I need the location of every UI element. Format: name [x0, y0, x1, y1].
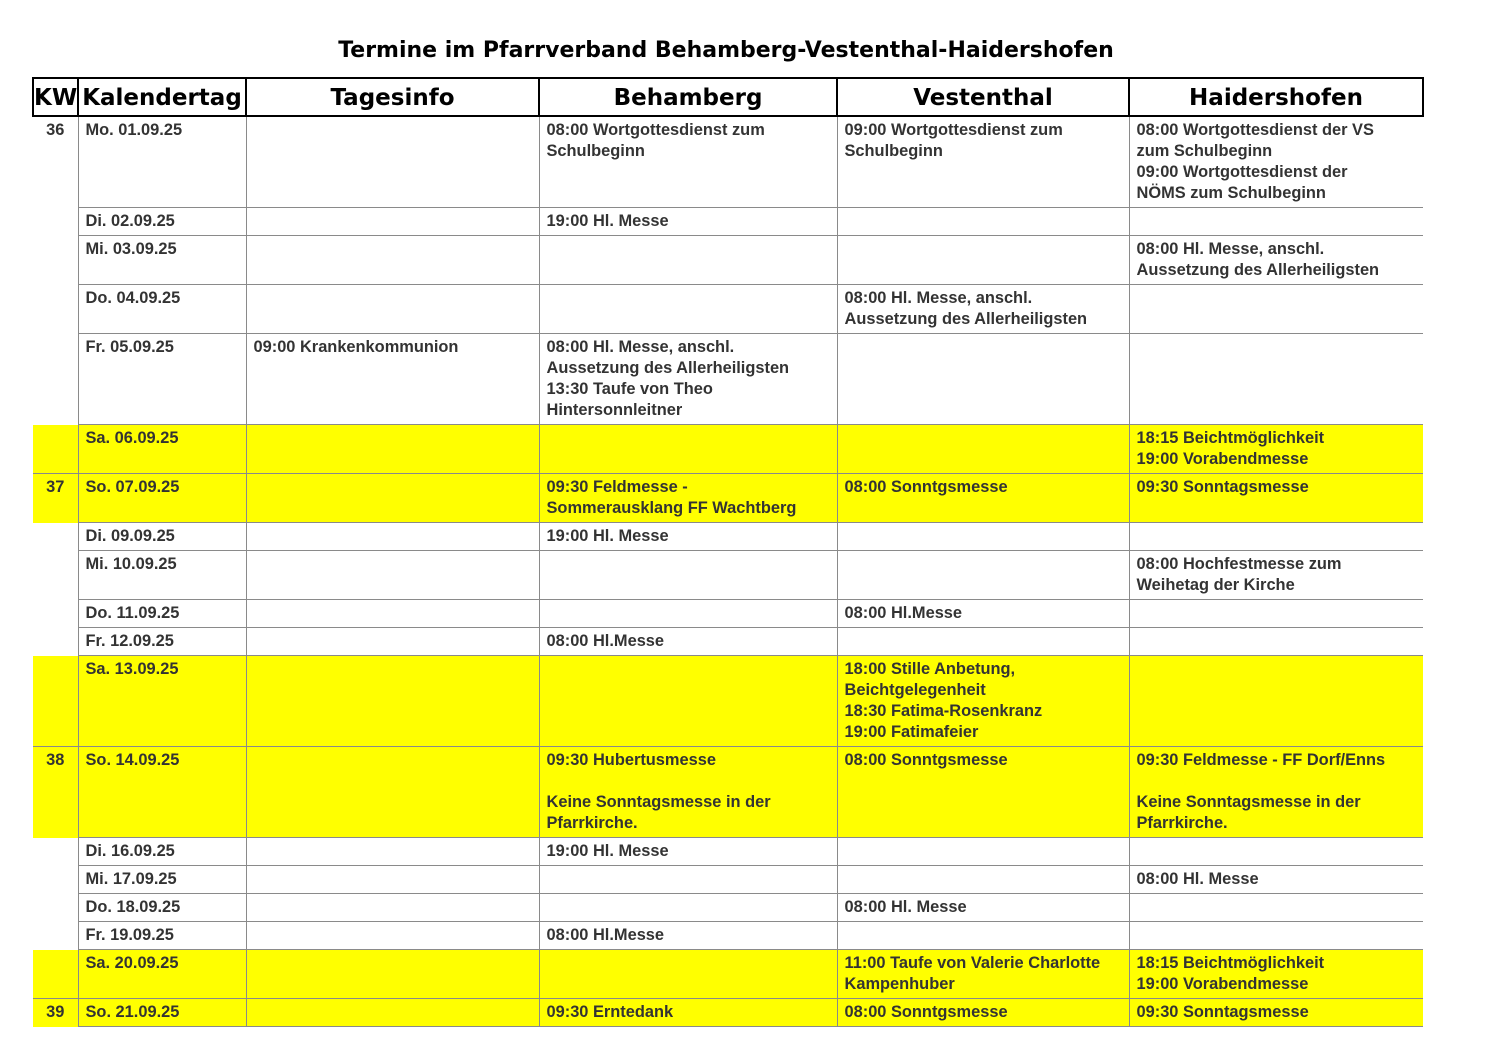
haidershofen-cell	[1129, 838, 1423, 866]
kw-cell: 37	[33, 474, 78, 523]
table-row	[33, 474, 1423, 523]
header-kw: KW	[33, 78, 78, 116]
cell-line: 08:00 Hl.Messe	[844, 604, 963, 622]
behamberg-cell	[539, 656, 837, 747]
cell-line: 08:00 Hl. Messe, anschl.	[1136, 240, 1325, 258]
vestenthal-cell	[837, 866, 1129, 894]
day-cell: Do. 11.09.25	[78, 600, 246, 628]
table-row	[33, 628, 1423, 656]
tagesinfo-cell	[246, 285, 539, 334]
tagesinfo-cell	[246, 208, 539, 236]
haidershofen-cell	[1129, 950, 1423, 999]
day-cell: So. 07.09.25	[78, 474, 246, 523]
tagesinfo-cell	[246, 838, 539, 866]
behamberg-cell	[539, 747, 837, 838]
day-cell: Sa. 20.09.25	[78, 950, 246, 999]
day-cell: Mi. 03.09.25	[78, 236, 246, 285]
cell-line: Beichtgelegenheit	[844, 681, 986, 699]
cell-line: 19:00 Hl. Messe	[546, 527, 669, 545]
tagesinfo-cell	[246, 747, 539, 838]
table-row	[33, 523, 1423, 551]
table-row	[33, 236, 1423, 285]
header-haidershofen: Haidershofen	[1129, 78, 1423, 116]
kw-cell	[33, 894, 78, 922]
behamberg-cell	[539, 600, 837, 628]
day-cell: Mi. 10.09.25	[78, 551, 246, 600]
cell-line: Pfarrkirche.	[546, 814, 638, 832]
cell-line: 08:00 Sonntgsmesse	[844, 1003, 1008, 1021]
cell-line: 08:00 Hl.Messe	[546, 926, 665, 944]
haidershofen-cell	[1129, 116, 1423, 208]
cell-line: 18:15 Beichtmöglichkeit	[1136, 429, 1325, 447]
day-cell: Di. 09.09.25	[78, 523, 246, 551]
behamberg-cell	[539, 551, 837, 600]
day-cell: So. 14.09.25	[78, 747, 246, 838]
tagesinfo-cell	[246, 656, 539, 747]
kw-cell	[33, 656, 78, 747]
haidershofen-cell	[1129, 866, 1423, 894]
table-row	[33, 551, 1423, 600]
header-kalendertag: Kalendertag	[78, 78, 246, 116]
cell-line: 18:15 Beichtmöglichkeit	[1136, 954, 1325, 972]
vestenthal-cell	[837, 334, 1129, 425]
kw-cell	[33, 628, 78, 656]
haidershofen-cell	[1129, 999, 1423, 1027]
cell-line: Pfarrkirche.	[1136, 814, 1228, 832]
day-cell: Do. 18.09.25	[78, 894, 246, 922]
table-row	[33, 425, 1423, 474]
table-row	[33, 894, 1423, 922]
cell-line: zum Schulbeginn	[1136, 142, 1273, 160]
header-behamberg: Behamberg	[539, 78, 837, 116]
tagesinfo-cell	[246, 116, 539, 208]
haidershofen-cell	[1129, 474, 1423, 523]
table-row	[33, 999, 1423, 1027]
tagesinfo-cell	[246, 474, 539, 523]
cell-line: 08:00 Sonntgsmesse	[844, 751, 1008, 769]
header-vestenthal: Vestenthal	[837, 78, 1129, 116]
cell-line: 09:30 Feldmesse - FF Dorf/Enns	[1136, 751, 1386, 769]
cell-line: 11:00 Taufe von Valerie Charlotte	[844, 954, 1101, 972]
haidershofen-cell	[1129, 334, 1423, 425]
behamberg-cell	[539, 838, 837, 866]
cell-line: Aussetzung des Allerheiligsten	[546, 359, 790, 377]
day-cell: Mi. 17.09.25	[78, 866, 246, 894]
behamberg-cell	[539, 474, 837, 523]
tagesinfo-cell	[246, 999, 539, 1027]
vestenthal-cell	[837, 208, 1129, 236]
day-cell: Fr. 19.09.25	[78, 922, 246, 950]
behamberg-cell	[539, 628, 837, 656]
kw-cell	[33, 208, 78, 236]
behamberg-cell	[539, 208, 837, 236]
behamberg-cell	[539, 894, 837, 922]
cell-line: 13:30 Taufe von Theo	[546, 380, 713, 398]
behamberg-cell	[539, 866, 837, 894]
tagesinfo-cell	[246, 551, 539, 600]
cell-line: 19:00 Hl. Messe	[546, 212, 669, 230]
table-row	[33, 838, 1423, 866]
vestenthal-cell	[837, 116, 1129, 208]
haidershofen-cell	[1129, 922, 1423, 950]
day-cell: Do. 04.09.25	[78, 285, 246, 334]
kw-cell	[33, 922, 78, 950]
kw-cell	[33, 551, 78, 600]
haidershofen-cell	[1129, 236, 1423, 285]
behamberg-cell	[539, 922, 837, 950]
cell-line: NÖMS zum Schulbeginn	[1136, 184, 1326, 202]
cell-line: 09:30 Hubertusmesse	[546, 751, 716, 769]
table-row	[33, 285, 1423, 334]
cell-line: 08:00 Hl. Messe	[1136, 870, 1259, 888]
table-row	[33, 656, 1423, 747]
cell-line: Sommerausklang FF Wachtberg	[546, 499, 797, 517]
cell-line: Kampenhuber	[844, 975, 955, 993]
behamberg-cell	[539, 236, 837, 285]
kw-cell	[33, 523, 78, 551]
cell-line: 18:00 Stille Anbetung,	[844, 660, 1016, 678]
haidershofen-cell	[1129, 600, 1423, 628]
schedule-table	[32, 77, 1424, 1027]
cell-line: 09:30 Sonntagsmesse	[1136, 1003, 1309, 1021]
haidershofen-cell	[1129, 747, 1423, 838]
day-cell: Fr. 12.09.25	[78, 628, 246, 656]
table-row	[33, 922, 1423, 950]
vestenthal-cell	[837, 894, 1129, 922]
day-cell: Fr. 05.09.25	[78, 334, 246, 425]
cell-line	[547, 771, 831, 792]
cell-line: 08:00 Hl. Messe	[844, 898, 967, 916]
cell-line: Aussetzung des Allerheiligsten	[844, 310, 1088, 328]
cell-line: Hintersonnleitner	[546, 401, 683, 419]
cell-line: 09:00 Krankenkommunion	[253, 338, 459, 356]
cell-line: 08:00 Hochfestmesse zum	[1136, 555, 1342, 573]
day-cell: Mo. 01.09.25	[78, 116, 246, 208]
tagesinfo-cell	[246, 628, 539, 656]
vestenthal-cell	[837, 600, 1129, 628]
vestenthal-cell	[837, 950, 1129, 999]
tagesinfo-cell	[246, 950, 539, 999]
tagesinfo-cell	[246, 425, 539, 474]
table-row	[33, 866, 1423, 894]
cell-line: 08:00 Wortgottesdienst zum	[546, 121, 765, 139]
day-cell: So. 21.09.25	[78, 999, 246, 1027]
cell-line: 18:30 Fatima-Rosenkranz	[844, 702, 1043, 720]
table-row	[33, 747, 1423, 838]
haidershofen-cell	[1129, 894, 1423, 922]
kw-cell	[33, 950, 78, 999]
kw-cell: 38	[33, 747, 78, 838]
cell-line: 08:00 Sonntgsmesse	[844, 478, 1008, 496]
table-row	[33, 208, 1423, 236]
haidershofen-cell	[1129, 425, 1423, 474]
cell-line: 08:00 Hl.Messe	[546, 632, 665, 650]
behamberg-cell	[539, 334, 837, 425]
cell-line: 19:00 Vorabendmesse	[1136, 450, 1309, 468]
day-cell: Di. 16.09.25	[78, 838, 246, 866]
kw-cell: 39	[33, 999, 78, 1027]
tagesinfo-cell	[246, 894, 539, 922]
kw-cell: 36	[33, 116, 78, 208]
table-row	[33, 600, 1423, 628]
cell-line: 08:00 Hl. Messe, anschl.	[546, 338, 735, 356]
cell-line: 09:00 Wortgottesdienst zum	[844, 121, 1063, 139]
table-row	[33, 334, 1423, 425]
vestenthal-cell	[837, 551, 1129, 600]
kw-cell	[33, 285, 78, 334]
vestenthal-cell	[837, 523, 1129, 551]
tagesinfo-cell	[246, 866, 539, 894]
vestenthal-cell	[837, 236, 1129, 285]
cell-line	[1137, 771, 1418, 792]
table-row	[33, 950, 1423, 999]
cell-line: Keine Sonntagsmesse in der	[1136, 793, 1361, 811]
cell-line: Weihetag der Kirche	[1136, 576, 1295, 594]
haidershofen-cell	[1129, 523, 1423, 551]
kw-cell	[33, 236, 78, 285]
behamberg-cell	[539, 116, 837, 208]
haidershofen-cell	[1129, 656, 1423, 747]
cell-line: Schulbeginn	[844, 142, 943, 160]
tagesinfo-cell	[246, 334, 539, 425]
cell-line: 08:00 Wortgottesdienst der VS	[1136, 121, 1374, 139]
kw-cell	[33, 866, 78, 894]
behamberg-cell	[539, 950, 837, 999]
kw-cell	[33, 425, 78, 474]
vestenthal-cell	[837, 656, 1129, 747]
haidershofen-cell	[1129, 285, 1423, 334]
cell-line: 09:30 Sonntagsmesse	[1136, 478, 1309, 496]
day-cell: Sa. 06.09.25	[78, 425, 246, 474]
cell-line: 19:00 Hl. Messe	[546, 842, 669, 860]
cell-line: 19:00 Fatimafeier	[844, 723, 979, 741]
header-row	[33, 78, 1423, 116]
vestenthal-cell	[837, 285, 1129, 334]
kw-cell	[33, 838, 78, 866]
vestenthal-cell	[837, 838, 1129, 866]
behamberg-cell	[539, 999, 837, 1027]
vestenthal-cell	[837, 628, 1129, 656]
vestenthal-cell	[837, 922, 1129, 950]
table-row	[33, 116, 1423, 208]
vestenthal-cell	[837, 474, 1129, 523]
haidershofen-cell	[1129, 551, 1423, 600]
cell-line: 09:00 Wortgottesdienst der	[1136, 163, 1348, 181]
behamberg-cell	[539, 523, 837, 551]
tagesinfo-cell	[246, 600, 539, 628]
kw-cell	[33, 600, 78, 628]
tagesinfo-cell	[246, 236, 539, 285]
cell-line: Aussetzung des Allerheiligsten	[1136, 261, 1380, 279]
behamberg-cell	[539, 285, 837, 334]
header-tagesinfo: Tagesinfo	[246, 78, 539, 116]
cell-line: 19:00 Vorabendmesse	[1136, 975, 1309, 993]
day-cell: Sa. 13.09.25	[78, 656, 246, 747]
tagesinfo-cell	[246, 922, 539, 950]
kw-cell	[33, 334, 78, 425]
day-cell: Di. 02.09.25	[78, 208, 246, 236]
behamberg-cell	[539, 425, 837, 474]
vestenthal-cell	[837, 747, 1129, 838]
cell-line: 09:30 Erntedank	[546, 1003, 674, 1021]
cell-line: 09:30 Feldmesse -	[546, 478, 688, 496]
vestenthal-cell	[837, 999, 1129, 1027]
cell-line: Keine Sonntagsmesse in der	[546, 793, 771, 811]
page-title: Termine im Pfarrverband Behamberg-Vestenthal-Haidershofen	[338, 38, 1114, 63]
tagesinfo-cell	[246, 523, 539, 551]
haidershofen-cell	[1129, 208, 1423, 236]
cell-line: Schulbeginn	[546, 142, 645, 160]
vestenthal-cell	[837, 425, 1129, 474]
cell-line: 08:00 Hl. Messe, anschl.	[844, 289, 1033, 307]
haidershofen-cell	[1129, 628, 1423, 656]
